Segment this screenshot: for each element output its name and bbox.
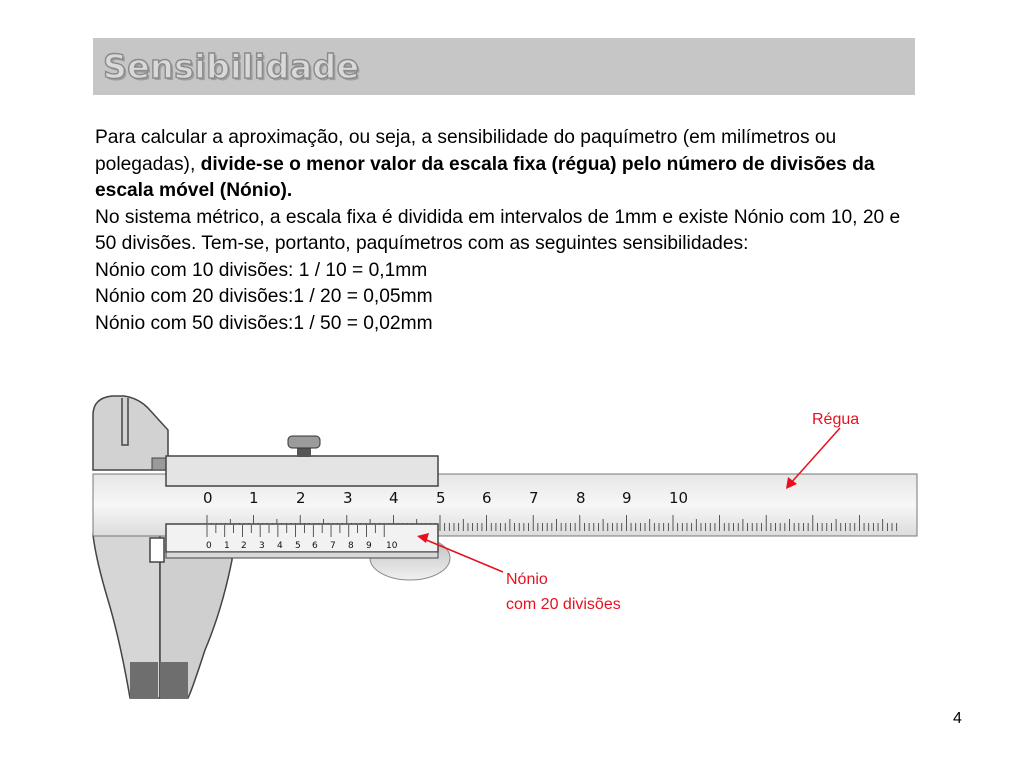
main-number: 1 bbox=[249, 489, 259, 507]
paragraph-definition bbox=[95, 125, 925, 205]
line-nonio-10: Nónio com 10 divisões: 1 / 10 = 0,1mm bbox=[95, 259, 428, 281]
main-number: 9 bbox=[622, 489, 632, 507]
label-nonio-divisions: com 20 divisões bbox=[506, 596, 621, 613]
line-nonio-50: Nónio com 50 divisões:1 / 50 = 0,02mm bbox=[95, 312, 433, 334]
title-bar bbox=[93, 38, 915, 95]
vernier-number: 4 bbox=[277, 541, 283, 551]
vernier-number: 2 bbox=[241, 541, 247, 551]
main-number: 2 bbox=[296, 489, 306, 507]
body-text bbox=[95, 125, 925, 337]
label-nonio: Nónio bbox=[506, 571, 548, 588]
vernier-number: 10 bbox=[386, 541, 398, 551]
label-regua: Régua bbox=[812, 411, 860, 428]
fixed-jaw-tip bbox=[130, 662, 158, 698]
locking-screw-head bbox=[288, 436, 320, 448]
definition-plain: Para calcular a aproximação, ou seja, a sensibilidade do paquímetro (em milímetros ou polegadas), bbox=[95, 127, 837, 175]
vernier-number: 0 bbox=[206, 541, 212, 551]
definition-bold: divide-se o menor valor da escala fixa (régua) pelo número de divisões da escala móvel (Nónio). bbox=[95, 153, 875, 201]
annotation-nonio bbox=[417, 533, 621, 613]
main-number: 0 bbox=[203, 489, 213, 507]
page-number: 4 bbox=[953, 710, 962, 727]
vernier-number: 6 bbox=[312, 541, 318, 551]
main-number: 10 bbox=[669, 489, 689, 507]
vernier-scale-lower bbox=[166, 552, 438, 558]
main-number: 7 bbox=[529, 489, 539, 507]
slide-title: Sensibilidade bbox=[103, 47, 360, 86]
main-number: 5 bbox=[436, 489, 446, 507]
paragraph-metric: No sistema métrico, a escala fixa é dividida em intervalos de 1mm e existe Nónio com 10, 20 e 50 divisões. Tem-se, portanto, paquímetros com as seguintes sensibilidades: bbox=[95, 206, 901, 254]
vernier-number: 5 bbox=[295, 541, 301, 551]
caliper-diagram bbox=[0, 380, 1024, 710]
line-nonio-20: Nónio com 20 divisões:1 / 20 = 0,05mm bbox=[95, 286, 433, 307]
movable-jaw-tip bbox=[160, 662, 188, 698]
vernier-number: 3 bbox=[259, 541, 265, 551]
main-number: 6 bbox=[482, 489, 492, 507]
main-number: 8 bbox=[576, 489, 586, 507]
vernier-number: 9 bbox=[366, 541, 372, 551]
vernier-number: 8 bbox=[348, 541, 354, 551]
slider-top-bar bbox=[166, 456, 438, 486]
main-number: 3 bbox=[343, 489, 353, 507]
vernier-end-clip bbox=[150, 538, 164, 562]
main-number: 4 bbox=[389, 489, 399, 507]
vernier-number: 1 bbox=[224, 541, 230, 551]
vernier-number: 7 bbox=[330, 541, 336, 551]
